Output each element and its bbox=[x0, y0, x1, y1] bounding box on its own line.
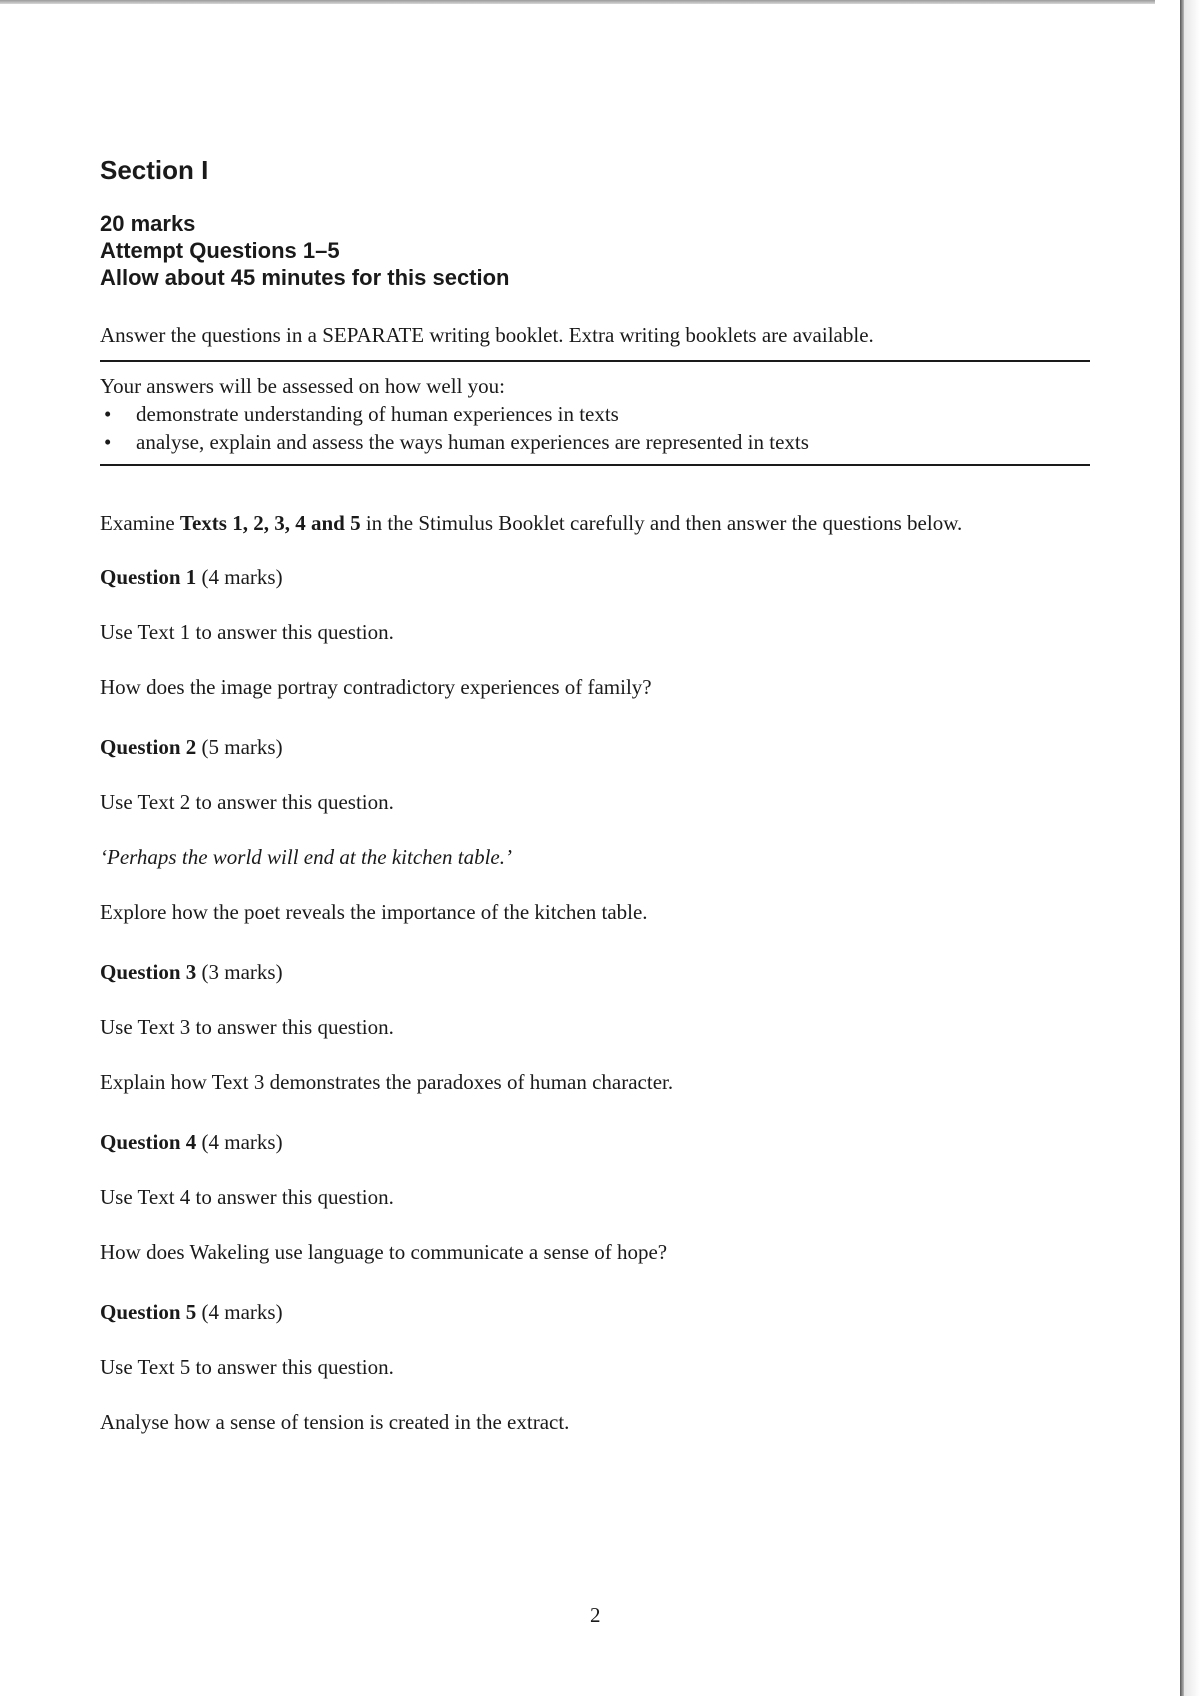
question-heading bbox=[100, 1297, 1090, 1327]
section-time: Allow about 45 minutes for this section bbox=[100, 265, 510, 290]
question-heading bbox=[100, 732, 1090, 762]
question-4 bbox=[100, 1127, 1090, 1267]
page-number: 2 bbox=[590, 1603, 601, 1627]
criteria-text: demonstrate understanding of human experiences in texts bbox=[136, 402, 619, 426]
question-use-text: Use Text 3 to answer this question. bbox=[100, 1015, 394, 1039]
examine-before: Examine bbox=[100, 511, 180, 535]
examine-after: in the Stimulus Booklet carefully and then answer the questions below. bbox=[360, 511, 963, 535]
question-quote: ‘Perhaps the world will end at the kitchen table.’ bbox=[100, 845, 512, 869]
question-2 bbox=[100, 732, 1090, 927]
question-prompt: Explain how Text 3 demonstrates the paradoxes of human character. bbox=[100, 1070, 674, 1094]
section-info bbox=[100, 210, 1090, 291]
criteria-text: analyse, explain and assess the ways human experiences are represented in texts bbox=[136, 430, 809, 454]
question-heading bbox=[100, 1127, 1090, 1157]
bullet-icon: • bbox=[104, 402, 112, 426]
examine-instruction bbox=[100, 506, 1090, 540]
question-label: Question 1 bbox=[100, 565, 197, 589]
question-prompt: Explore how the poet reveals the importance of the kitchen table. bbox=[100, 900, 648, 924]
question-prompt: How does Wakeling use language to communicate a sense of hope? bbox=[100, 1240, 668, 1264]
criteria-item bbox=[100, 400, 1090, 428]
examine-texts: Texts 1, 2, 3, 4 and 5 bbox=[179, 511, 361, 535]
scan-edge-top bbox=[0, 0, 1155, 4]
question-5 bbox=[100, 1297, 1090, 1437]
question-3 bbox=[100, 957, 1090, 1097]
question-use-text: Use Text 2 to answer this question. bbox=[100, 790, 394, 814]
question-prompt: Analyse how a sense of tension is created in the extract. bbox=[100, 1410, 570, 1434]
exam-page-content bbox=[100, 150, 1090, 1437]
question-marks: (4 marks) bbox=[196, 1300, 283, 1324]
question-prompt: How does the image portray contradictory experiences of family? bbox=[100, 675, 652, 699]
section-attempt: Attempt Questions 1–5 bbox=[100, 238, 340, 263]
bullet-icon: • bbox=[104, 430, 112, 454]
question-marks: (3 marks) bbox=[196, 960, 283, 984]
question-label: Question 2 bbox=[100, 735, 197, 759]
question-label: Question 4 bbox=[100, 1130, 197, 1154]
divider-bottom bbox=[100, 464, 1090, 466]
booklet-instruction: Answer the questions in a SEPARATE writing booklet. Extra writing booklets are available. bbox=[100, 323, 874, 347]
question-heading bbox=[100, 957, 1090, 987]
assessment-criteria-list bbox=[100, 400, 1090, 456]
question-marks: (4 marks) bbox=[196, 1130, 283, 1154]
question-1 bbox=[100, 562, 1090, 702]
question-label: Question 3 bbox=[100, 960, 197, 984]
criteria-item bbox=[100, 428, 1090, 456]
question-heading bbox=[100, 562, 1090, 592]
assessment-box bbox=[100, 362, 1090, 464]
assessment-intro: Your answers will be assessed on how well you: bbox=[100, 374, 505, 398]
section-title: Section I bbox=[100, 155, 209, 185]
section-marks: 20 marks bbox=[100, 211, 196, 236]
question-label: Question 5 bbox=[100, 1300, 197, 1324]
question-use-text: Use Text 4 to answer this question. bbox=[100, 1185, 394, 1209]
question-marks: (5 marks) bbox=[196, 735, 283, 759]
question-use-text: Use Text 1 to answer this question. bbox=[100, 620, 394, 644]
question-marks: (4 marks) bbox=[196, 565, 283, 589]
scan-edge-shadow bbox=[1184, 0, 1200, 1696]
question-use-text: Use Text 5 to answer this question. bbox=[100, 1355, 394, 1379]
